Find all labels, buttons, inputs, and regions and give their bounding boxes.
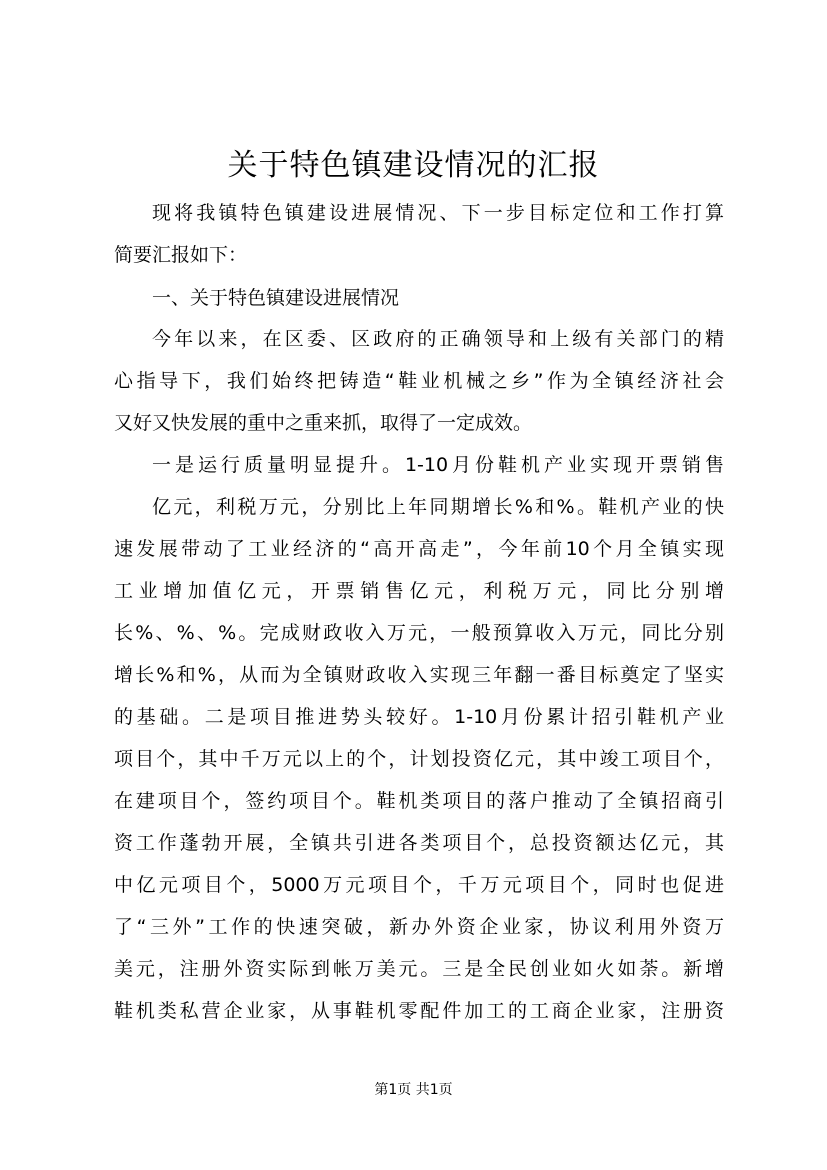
section-heading: 一、关于特色镇建设进展情况	[152, 287, 400, 309]
paragraph-line: 增长%和%，从而为全镇财政收入实现三年翻一番目标奠定了坚实	[114, 664, 724, 686]
document-title: 关于特色镇建设情况的汇报	[227, 148, 600, 183]
paragraph-line: 长%、%、%。完成财政收入万元，一般预算收入万元，同比分别	[114, 622, 724, 644]
paragraph-line: 中亿元项目个，5000万元项目个，千万元项目个，同时也促进	[114, 874, 724, 896]
paragraph-line: 一是运行质量明显提升。1-10月份鞋机产业实现开票销售	[152, 454, 724, 476]
paragraph-line: 在建项目个，签约项目个。鞋机类项目的落户推动了全镇招商引	[114, 790, 724, 812]
paragraph-line: 了“三外”工作的快速突破，新办外资企业家，协议利用外资万	[114, 916, 724, 938]
paragraph-line: 今年以来，在区委、区政府的正确领导和上级有关部门的精	[152, 328, 724, 350]
paragraph-line: 鞋机类私营企业家，从事鞋机零配件加工的工商企业家，注册资	[114, 1000, 724, 1022]
paragraph-line: 美元，注册外资实际到帐万美元。三是全民创业如火如荼。新增	[114, 958, 724, 980]
paragraph-line: 速发展带动了工业经济的“高开高走”，今年前10个月全镇实现	[114, 538, 724, 560]
paragraph-line: 简要汇报如下：	[114, 244, 248, 266]
paragraph-line: 亿元，利税万元，分别比上年同期增长%和%。鞋机产业的快	[152, 496, 724, 518]
paragraph-line: 又好又快发展的重中之重来抓，取得了一定成效。	[114, 412, 533, 434]
paragraph-line: 现将我镇特色镇建设进展情况、下一步目标定位和工作打算	[152, 202, 724, 224]
paragraph-line: 工业增加值亿元，开票销售亿元，利税万元，同比分别增	[114, 580, 724, 602]
paragraph-line: 资工作蓬勃开展，全镇共引进各类项目个，总投资额达亿元，其	[114, 832, 724, 854]
paragraph-line: 项目个，其中千万元以上的个，计划投资亿元，其中竣工项目个，	[114, 748, 724, 770]
paragraph-line: 心指导下，我们始终把铸造“鞋业机械之乡”作为全镇经济社会	[114, 370, 724, 392]
paragraph-line: 的基础。二是项目推进势头较好。1-10月份累计招引鞋机产业	[114, 706, 724, 728]
page-footer: 第1页 共1页	[374, 1082, 453, 1098]
